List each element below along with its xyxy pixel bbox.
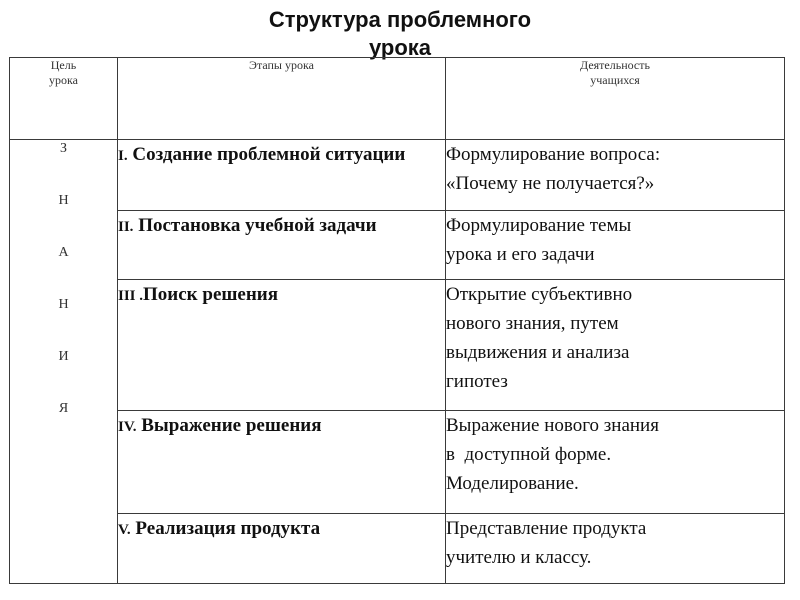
title-line-1: Структура проблемного [268,7,532,32]
title-line-2: урока [368,35,432,60]
stage-label: Реализация продукта [130,518,321,539]
stage-label: Постановка учебной задачи [133,215,377,236]
activity-cell [446,211,785,280]
goal-letter: А [58,245,69,260]
activity-line: Открытие субъективно [446,284,633,305]
activity-cell [446,280,785,411]
header-goal-line-2: урока [49,73,78,87]
activity-cell [446,411,785,514]
header-stages: Этапы урока [118,58,446,140]
stage-number: IV. [118,419,137,435]
stage-cell [118,514,446,584]
stage-number: III . [118,288,144,304]
header-goal [10,58,118,140]
lesson-structure-table [9,57,785,584]
activity-line: Выражение нового знания [446,415,659,436]
activity-line: гипотез [446,371,508,392]
stage-cell [118,280,446,411]
activity-line: учителю и классу. [446,547,592,568]
page-title [0,6,800,62]
goal-letter: Н [58,193,69,208]
stage-cell [118,140,446,211]
table-row [10,211,785,280]
stage-cell [118,211,446,280]
activity-line: выдвижения и анализа [446,342,630,363]
stage-number: II. [118,219,134,235]
activity-cell [446,514,785,584]
header-goal-line-1: Цель [50,58,77,72]
goal-letter: Я [58,401,69,416]
activity-line: «Почему не получается?» [446,173,655,194]
activity-line: урока и его задачи [446,244,595,265]
goal-letter: И [58,349,69,364]
stage-label: Выражение решения [136,415,322,436]
header-activity-line-1: Деятельность [580,58,650,72]
activity-line: Моделирование. [446,473,579,494]
stage-label: Создание проблемной ситуации [127,144,406,165]
activity-line: Формулирование вопроса: [446,144,661,165]
activity-line: Представление продукта [446,518,647,539]
table-header-row [10,58,785,140]
goal-letter: З [59,141,67,156]
activity-line: Формулирование темы [446,215,632,236]
goal-letter: Н [58,297,69,312]
stage-cell [118,411,446,514]
activity-line: в доступной форме. [446,444,612,465]
goal-letters-cell [10,140,118,584]
activity-cell [446,140,785,211]
header-activity-line-2: учащихся [590,73,640,87]
table-row [10,140,785,211]
stage-label: Поиск решения [143,284,279,305]
stage-number: I. [118,148,128,164]
table-row [10,514,785,584]
table-row [10,411,785,514]
header-activity [446,58,785,140]
stage-number: V. [118,522,131,538]
table-row [10,280,785,411]
activity-line: нового знания, путем [446,313,619,334]
